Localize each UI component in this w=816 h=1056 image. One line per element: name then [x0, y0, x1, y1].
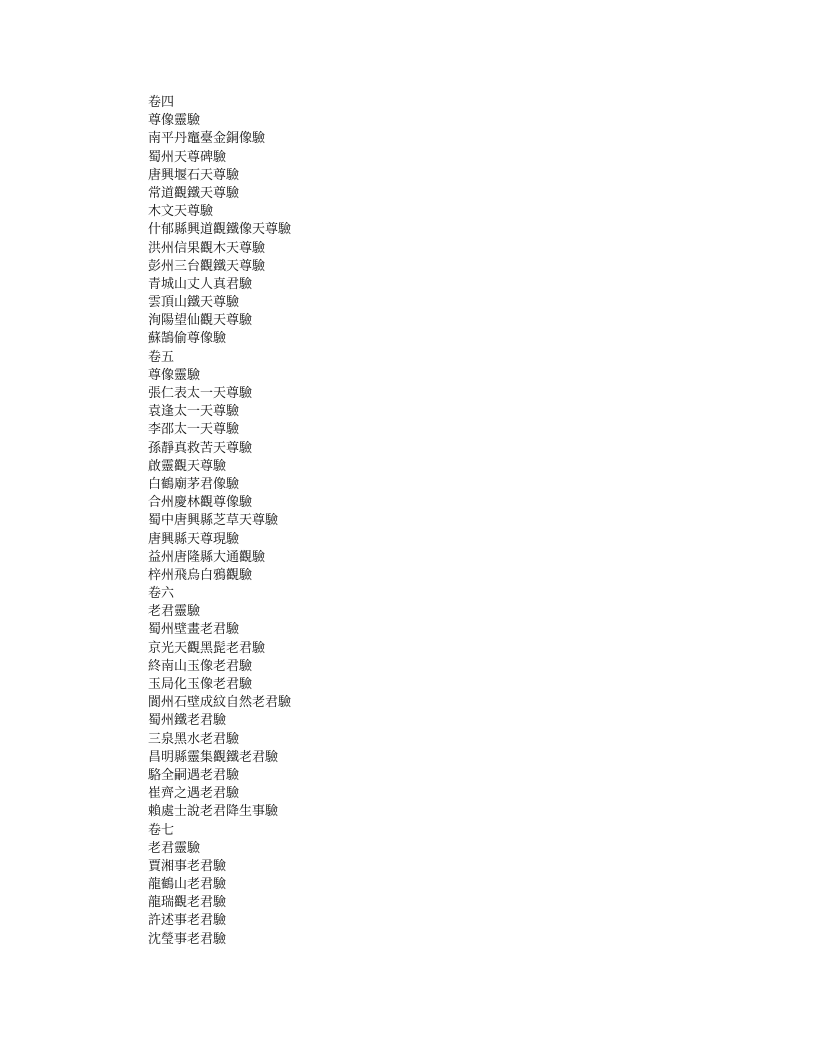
toc-line: 木文天尊驗	[148, 204, 214, 220]
toc-line: 蜀中唐興縣芝草天尊驗	[148, 513, 279, 529]
toc-line: 青城山丈人真君驗	[148, 276, 253, 292]
toc-line: 三泉黑水老君驗	[148, 731, 240, 747]
toc-line: 龍鶴山老君驗	[148, 877, 227, 893]
toc-line: 什郁縣興道觀鐵像天尊驗	[148, 222, 292, 238]
toc-line: 啟靈觀天尊驗	[148, 458, 227, 474]
toc-line: 孫靜真救苦天尊驗	[148, 440, 253, 456]
toc-line: 蜀州壁畫老君驗	[148, 622, 240, 638]
toc-line: 崔齊之遇老君驗	[148, 786, 240, 802]
toc-line: 洪州信果觀木天尊驗	[148, 240, 266, 256]
toc-line: 洵陽望仙觀天尊驗	[148, 313, 253, 329]
toc-line: 梓州飛烏白鴉觀驗	[148, 567, 253, 583]
toc-line: 張仁表太一天尊驗	[148, 386, 253, 401]
toc-line: 白鶴廟茅君像驗	[148, 476, 240, 492]
toc-line: 卷七	[148, 822, 175, 838]
toc-line: 益州唐隆縣大通觀驗	[148, 549, 266, 565]
toc-line: 許述事老君驗	[148, 913, 227, 929]
toc-line: 唐興堰石天尊驗	[148, 167, 240, 183]
toc-line: 龍瑞觀老君驗	[148, 895, 227, 911]
toc-line: 唐興縣天尊現驗	[148, 531, 240, 547]
toc-line: 老君靈驗	[148, 840, 201, 856]
toc-line: 蜀州天尊碑驗	[148, 149, 227, 165]
toc-line: 賴處士說老君降生事驗	[148, 804, 279, 820]
toc-line: 常道觀鐵天尊驗	[148, 185, 240, 201]
toc-line: 賈湘事老君驗	[148, 858, 227, 874]
toc-line: 京光天觀黑髭老君驗	[148, 640, 266, 656]
toc-line: 玉局化玉像老君驗	[148, 677, 253, 692]
toc-line: 老君靈驗	[148, 604, 201, 620]
toc-line: 李邵太一天尊驗	[148, 422, 240, 438]
toc-line: 袁逢太一天尊驗	[148, 404, 240, 420]
toc-line: 沈瑩事老君驗	[148, 931, 227, 947]
table-of-contents	[148, 94, 291, 949]
toc-line: 尊像靈驗	[148, 367, 201, 383]
toc-line: 彭州三台觀鐵天尊驗	[148, 258, 266, 274]
toc-line: 卷六	[148, 586, 175, 602]
toc-line: 雲頂山鐵天尊驗	[148, 295, 240, 311]
toc-line: 駱全嗣遇老君驗	[148, 767, 240, 783]
toc-line: 卷五	[148, 349, 175, 365]
toc-line: 終南山玉像老君驗	[148, 658, 253, 674]
toc-line: 南平丹竈臺金銅像驗	[148, 131, 266, 147]
toc-line: 合州慶林觀尊像驗	[148, 495, 253, 511]
toc-line: 蜀州鐵老君驗	[148, 713, 227, 729]
toc-line: 卷四	[148, 95, 175, 110]
toc-line: 閬州石壁成紋自然老君驗	[148, 695, 292, 711]
toc-line: 尊像靈驗	[148, 113, 201, 129]
toc-line: 蘇鵠偷尊像驗	[148, 331, 227, 347]
toc-line: 昌明縣靈集觀鐵老君驗	[148, 749, 279, 765]
